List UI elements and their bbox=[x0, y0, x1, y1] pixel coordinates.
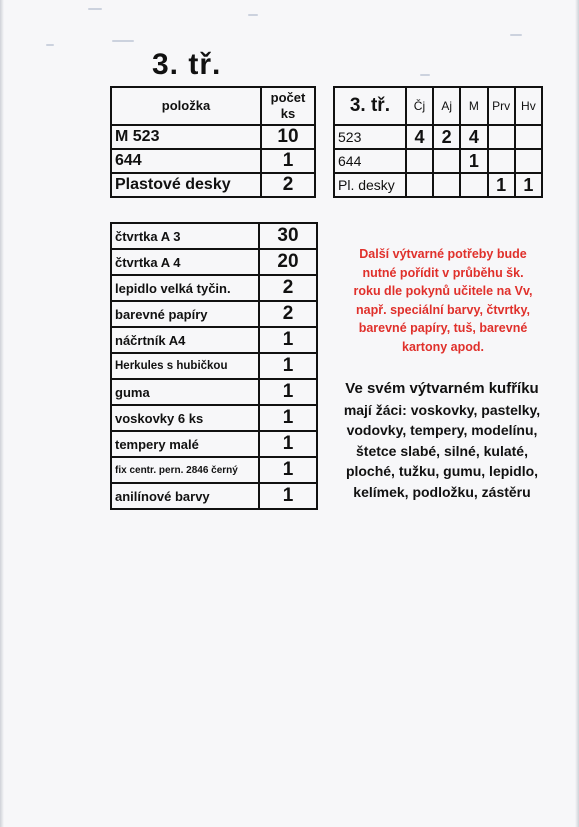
header-count-line2: ks bbox=[280, 106, 296, 121]
note-line: roku dle pokynů učitele na Vv, bbox=[353, 284, 533, 298]
scan-speck bbox=[112, 40, 134, 42]
table-row bbox=[334, 173, 542, 197]
subject-cell: 2 bbox=[433, 125, 460, 149]
header-subject-cj: Čj bbox=[406, 87, 433, 125]
header-class: 3. tř. bbox=[334, 87, 406, 125]
supplies-table bbox=[110, 222, 318, 510]
note-line: štetce slabé, silné, kulaté, bbox=[356, 442, 528, 459]
table-row bbox=[111, 353, 317, 379]
supply-name: barevné papíry bbox=[111, 301, 259, 327]
table-row bbox=[111, 173, 315, 197]
note-line: barevné papíry, tuš, barevné bbox=[358, 321, 528, 335]
table-row bbox=[334, 125, 542, 149]
supply-name: Herkules s hubičkou bbox=[111, 353, 259, 379]
supply-name: fix centr. pern. 2846 černý bbox=[111, 457, 259, 483]
scan-speck bbox=[510, 34, 522, 36]
subject-cell bbox=[433, 149, 460, 173]
table-row bbox=[111, 379, 317, 405]
note-line: kelímek, podložku, zástěru bbox=[353, 483, 531, 500]
header-subject-hv: Hv bbox=[515, 87, 542, 125]
subject-cell bbox=[488, 125, 515, 149]
supply-count: 1 bbox=[259, 353, 317, 379]
note-line: např. speciální barvy, čtvrtky, bbox=[356, 302, 530, 317]
table-row bbox=[111, 275, 317, 301]
table-row bbox=[111, 405, 317, 431]
note-line: nutné pořídit v průběhu šk. bbox=[362, 265, 524, 280]
table-row bbox=[111, 457, 317, 483]
subject-row-name: Pl. desky bbox=[334, 173, 406, 197]
subjects-table bbox=[333, 86, 543, 198]
supply-name: anilínové barvy bbox=[111, 483, 259, 509]
table-row bbox=[111, 327, 317, 353]
header-count bbox=[261, 87, 315, 125]
table-row bbox=[334, 149, 542, 173]
scan-speck bbox=[88, 8, 102, 10]
subject-cell bbox=[515, 149, 542, 173]
supply-count: 1 bbox=[259, 405, 317, 431]
supply-count: 1 bbox=[259, 483, 317, 509]
table-row bbox=[111, 249, 317, 275]
scan-speck bbox=[248, 14, 258, 16]
subject-row-name: 523 bbox=[334, 125, 406, 149]
subject-cell bbox=[406, 149, 433, 173]
subject-cell bbox=[460, 173, 487, 197]
header-subject-aj: Aj bbox=[433, 87, 460, 125]
subject-cell bbox=[433, 173, 460, 197]
supply-count: 1 bbox=[259, 379, 317, 405]
scan-speck bbox=[420, 74, 430, 76]
note-line: ploché, tužku, gumu, lepidlo, bbox=[345, 463, 539, 479]
subject-cell: 1 bbox=[515, 173, 542, 197]
subject-cell: 1 bbox=[460, 149, 487, 173]
table-row bbox=[111, 125, 315, 149]
table-row bbox=[111, 431, 317, 457]
header-subject-m: M bbox=[460, 87, 487, 125]
note-line: kartony apod. bbox=[402, 339, 484, 354]
table-row bbox=[111, 483, 317, 509]
supply-name: náčrtník A4 bbox=[111, 327, 259, 353]
supply-count: 2 bbox=[259, 275, 317, 301]
subject-cell bbox=[406, 173, 433, 197]
table-row bbox=[111, 301, 317, 327]
additional-supplies-note bbox=[337, 245, 549, 356]
supply-count: 20 bbox=[259, 249, 317, 275]
supply-name: lepidlo velká tyčin. bbox=[111, 275, 259, 301]
item-count: 10 bbox=[261, 125, 315, 149]
item-name: 644 bbox=[111, 149, 261, 173]
supply-count: 2 bbox=[259, 301, 317, 327]
note-line: mají žáci: voskovky, pastelky, bbox=[343, 401, 541, 418]
supply-name: tempery malé bbox=[111, 431, 259, 457]
note-line: Ve svém výtvarném kufříku bbox=[345, 380, 539, 397]
item-name: M 523 bbox=[111, 125, 261, 149]
scan-speck bbox=[46, 44, 54, 46]
subject-cell: 4 bbox=[406, 125, 433, 149]
table-row bbox=[111, 149, 315, 173]
note-line: Další výtvarné potřeby bude bbox=[359, 247, 527, 261]
table-header-row bbox=[111, 87, 315, 125]
table-header-row bbox=[334, 87, 542, 125]
page-title: 3. tř. bbox=[152, 48, 222, 81]
supply-name: čtvrtka A 4 bbox=[111, 249, 259, 275]
subject-cell: 4 bbox=[460, 125, 487, 149]
supply-count: 1 bbox=[259, 431, 317, 457]
table-row bbox=[111, 223, 317, 249]
supply-name: čtvrtka A 3 bbox=[111, 223, 259, 249]
supply-name: guma bbox=[111, 379, 259, 405]
supply-count: 1 bbox=[259, 327, 317, 353]
supply-name: voskovky 6 ks bbox=[111, 405, 259, 431]
page-right-edge bbox=[575, 0, 579, 827]
supply-count: 30 bbox=[259, 223, 317, 249]
note-line: vodovky, tempery, modelínu, bbox=[346, 422, 538, 438]
items-table bbox=[110, 86, 316, 198]
subject-cell: 1 bbox=[488, 173, 515, 197]
subject-cell bbox=[488, 149, 515, 173]
supply-count: 1 bbox=[259, 457, 317, 483]
item-name: Plastové desky bbox=[111, 173, 261, 197]
subject-cell bbox=[515, 125, 542, 149]
header-item: položka bbox=[111, 87, 261, 125]
item-count: 1 bbox=[261, 149, 315, 173]
header-count-line1: počet bbox=[270, 90, 306, 105]
subject-row-name: 644 bbox=[334, 149, 406, 173]
page-left-edge bbox=[0, 0, 4, 827]
art-case-note bbox=[328, 378, 556, 502]
header-subject-prv: Prv bbox=[488, 87, 515, 125]
item-count: 2 bbox=[261, 173, 315, 197]
